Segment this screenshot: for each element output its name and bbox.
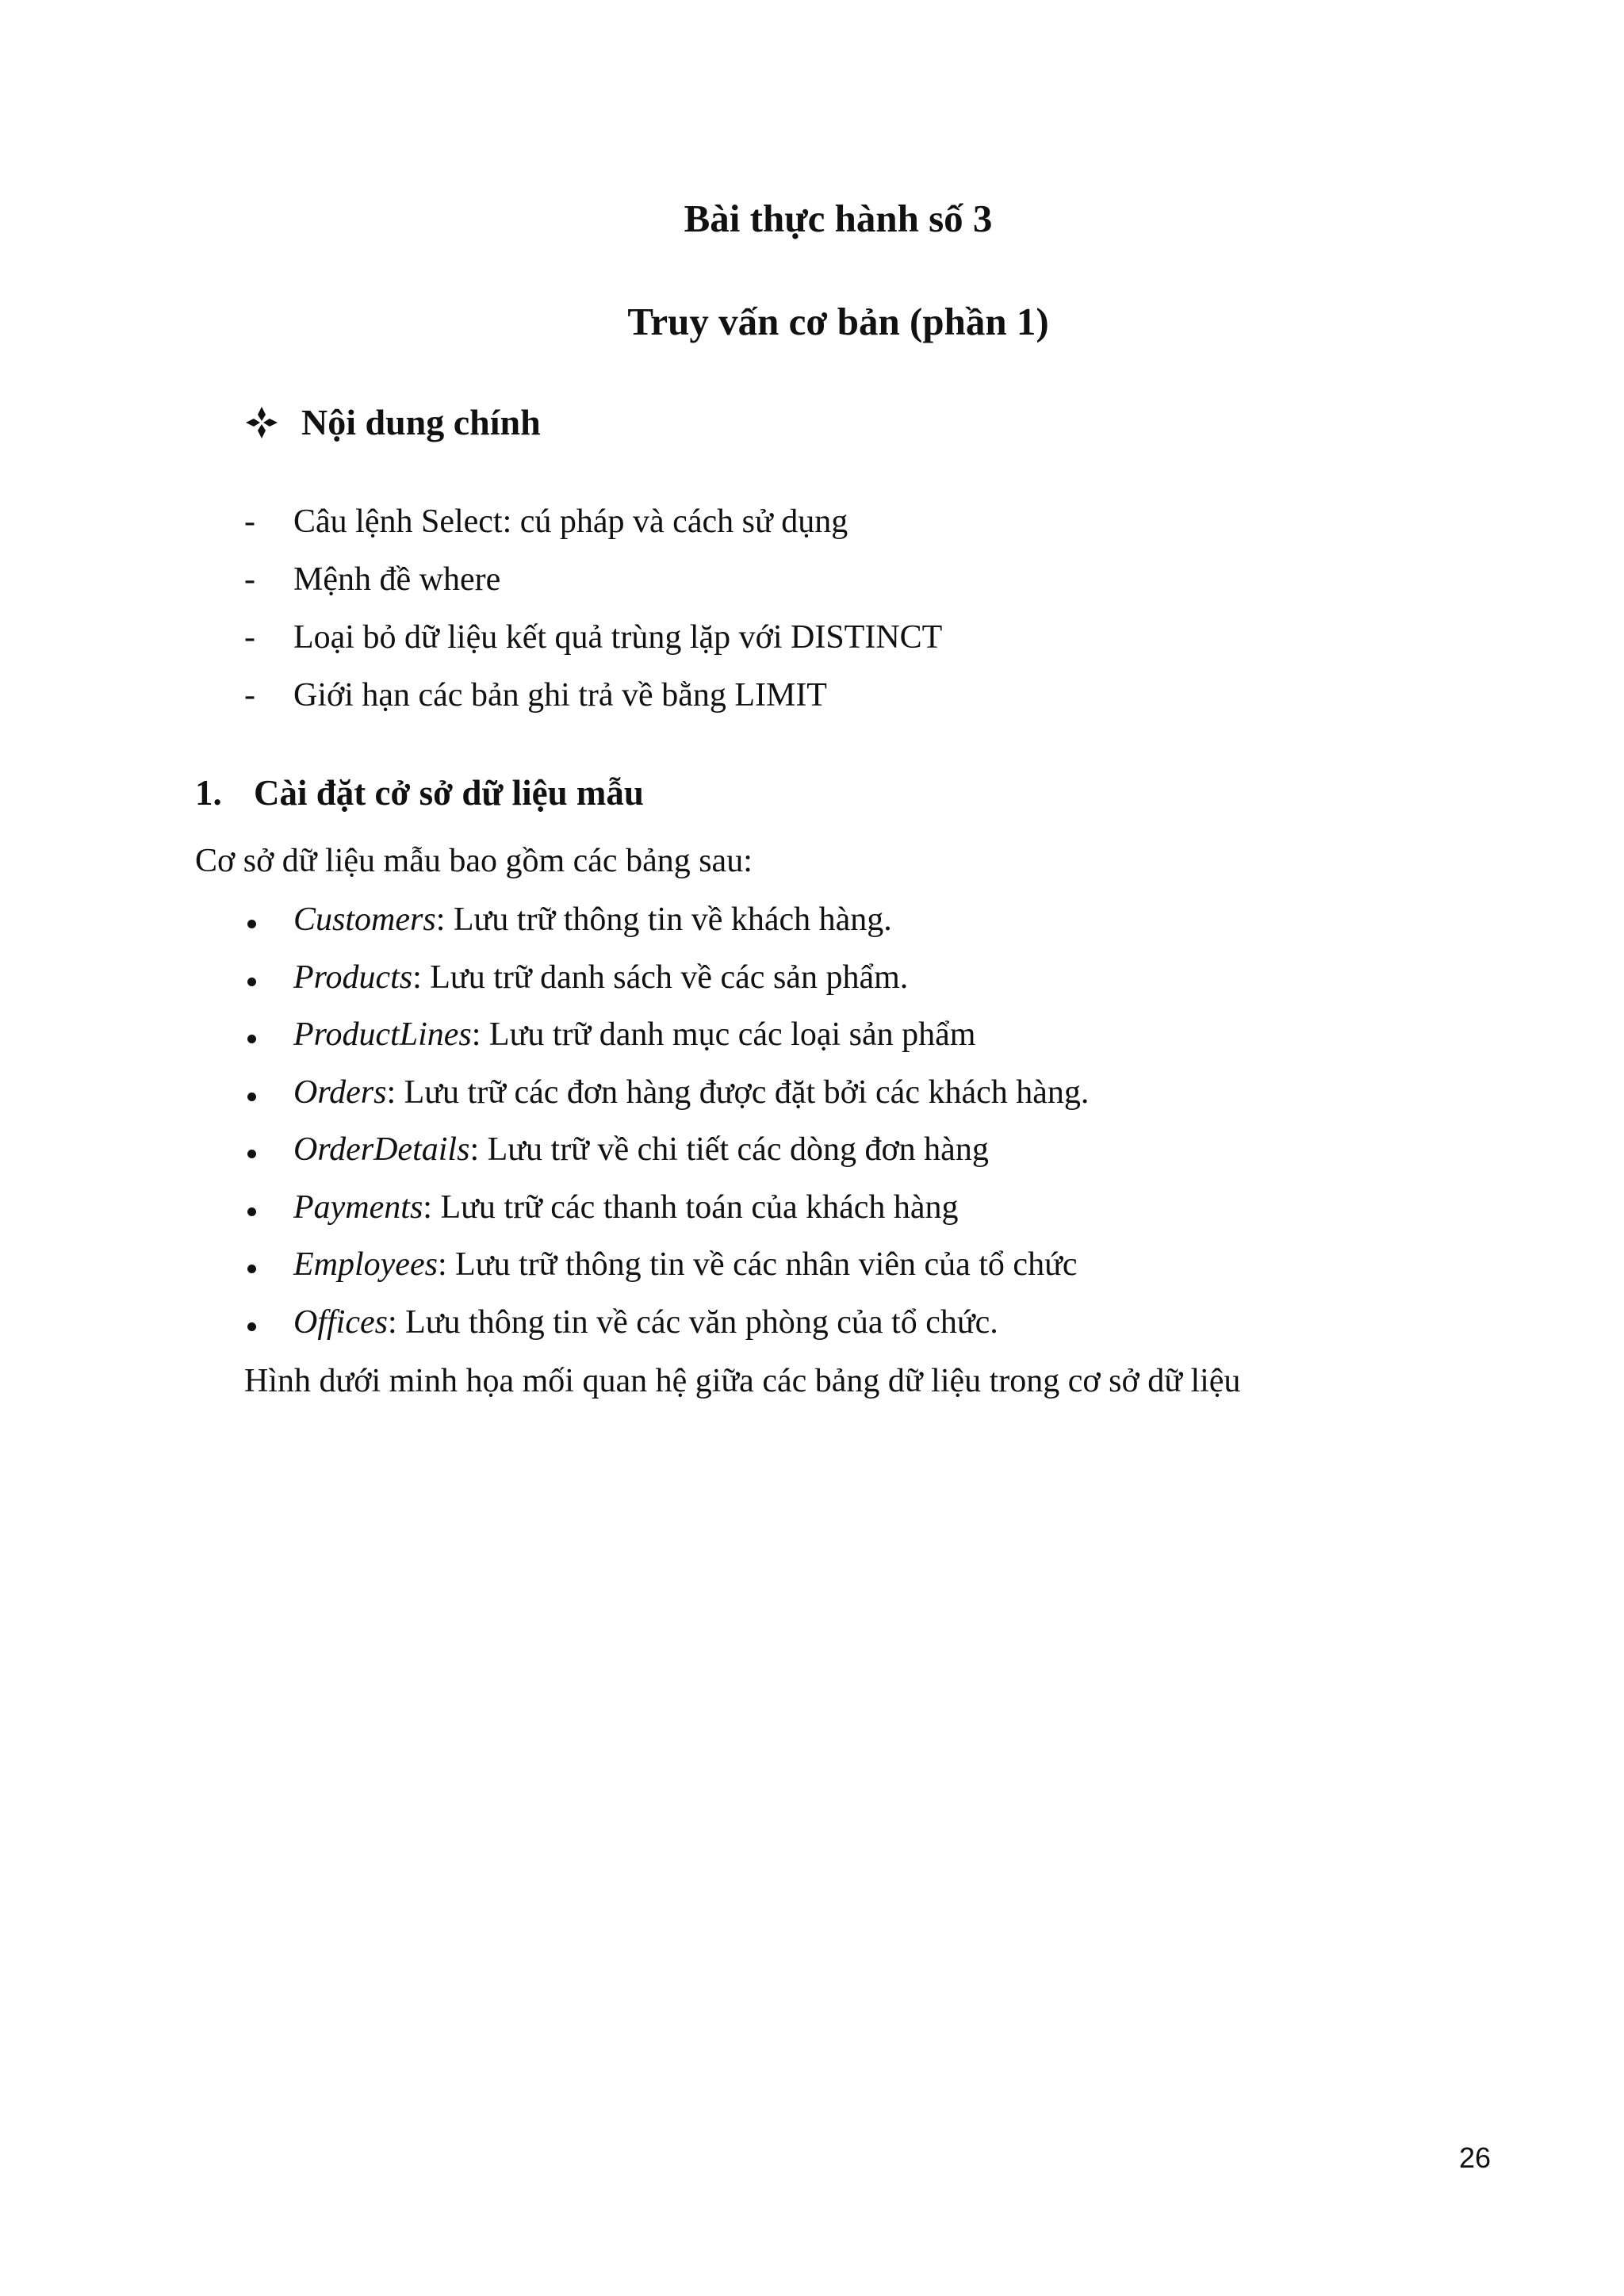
list-item bbox=[244, 897, 1089, 955]
table-name: ProductLines bbox=[293, 1016, 472, 1053]
table-name: Products bbox=[293, 959, 413, 996]
list-item bbox=[244, 1127, 1089, 1185]
table-name: Customers bbox=[293, 901, 436, 938]
table-name: Payments bbox=[293, 1188, 423, 1226]
list-item-text bbox=[293, 1127, 989, 1172]
bullet-icon bbox=[244, 1127, 293, 1172]
table-description: : Lưu thông tin về các văn phòng của tổ chức. bbox=[387, 1303, 998, 1341]
figure-caption: Hình dưới minh họa mối quan hệ giữa các bảng dữ liệu trong cơ sở dữ liệu bbox=[244, 1363, 1241, 1399]
table-name: Offices bbox=[293, 1303, 388, 1341]
page-number: 26 bbox=[1458, 2141, 1491, 2174]
list-item-text bbox=[293, 897, 892, 942]
section-heading bbox=[195, 771, 644, 815]
list-item-text: Câu lệnh Select: cú pháp và cách sử dụng bbox=[293, 503, 848, 540]
list-item bbox=[244, 615, 942, 673]
bullet-icon bbox=[244, 955, 293, 1000]
list-item-text bbox=[293, 1070, 1089, 1115]
table-description: : Lưu trữ danh sách về các sản phẩm. bbox=[412, 959, 909, 996]
table-description: : Lưu trữ các đơn hàng được đặt bởi các khách hàng. bbox=[386, 1073, 1090, 1111]
bullet-icon bbox=[244, 1070, 293, 1115]
table-list bbox=[244, 897, 1089, 1357]
list-item bbox=[244, 1300, 1089, 1358]
dash-marker: - bbox=[244, 677, 255, 714]
diamond-bullet-icon bbox=[244, 405, 279, 440]
list-item-text: Mệnh đề where bbox=[293, 561, 501, 598]
bullet-icon bbox=[244, 1185, 293, 1230]
list-item bbox=[244, 673, 942, 731]
list-item-text: Loại bỏ dữ liệu kết quả trùng lặp với DISTINCT bbox=[293, 619, 943, 656]
table-name: OrderDetails bbox=[293, 1131, 470, 1168]
main-content-heading bbox=[244, 400, 541, 445]
bullet-icon bbox=[244, 897, 293, 942]
list-item bbox=[244, 1185, 1089, 1243]
table-description: : Lưu trữ thông tin về các nhân viên của tổ chức bbox=[437, 1246, 1078, 1283]
list-item-text bbox=[293, 1300, 998, 1345]
list-item-text bbox=[293, 1012, 975, 1057]
table-description: : Lưu trữ về chi tiết các dòng đơn hàng bbox=[469, 1131, 989, 1168]
table-description: : Lưu trữ thông tin về khách hàng. bbox=[435, 901, 892, 938]
section-number: 1. bbox=[195, 773, 222, 813]
dash-marker: - bbox=[244, 503, 255, 540]
table-name: Employees bbox=[293, 1246, 438, 1283]
list-item-text bbox=[293, 1185, 959, 1230]
table-description: : Lưu trữ các thanh toán của khách hàng bbox=[423, 1188, 959, 1226]
list-item bbox=[244, 1012, 1089, 1070]
list-item-text bbox=[293, 1242, 1077, 1287]
list-item bbox=[244, 557, 942, 615]
main-content-heading-text: Nội dung chính bbox=[301, 402, 541, 442]
section-intro: Cơ sở dữ liệu mẫu bao gồm các bảng sau: bbox=[195, 843, 753, 879]
document-subtitle: Truy vấn cơ bản (phần 1) bbox=[627, 300, 1049, 343]
list-item-text: Giới hạn các bản ghi trả về bằng LIMIT bbox=[293, 677, 827, 714]
dash-marker: - bbox=[244, 561, 255, 598]
dash-marker: - bbox=[244, 619, 255, 656]
main-content-list bbox=[244, 499, 942, 731]
list-item bbox=[244, 1242, 1089, 1300]
table-name: Orders bbox=[293, 1073, 387, 1111]
list-item bbox=[244, 955, 1089, 1013]
bullet-icon bbox=[244, 1012, 293, 1057]
list-item bbox=[244, 1070, 1089, 1128]
bullet-icon bbox=[244, 1300, 293, 1345]
section-title: Cài đặt cở sở dữ liệu mẫu bbox=[254, 773, 644, 813]
table-description: : Lưu trữ danh mục các loại sản phẩm bbox=[471, 1016, 976, 1053]
bullet-icon bbox=[244, 1242, 293, 1287]
list-item-text bbox=[293, 955, 908, 1000]
list-item bbox=[244, 499, 942, 557]
document-title: Bài thực hành số 3 bbox=[684, 197, 993, 240]
